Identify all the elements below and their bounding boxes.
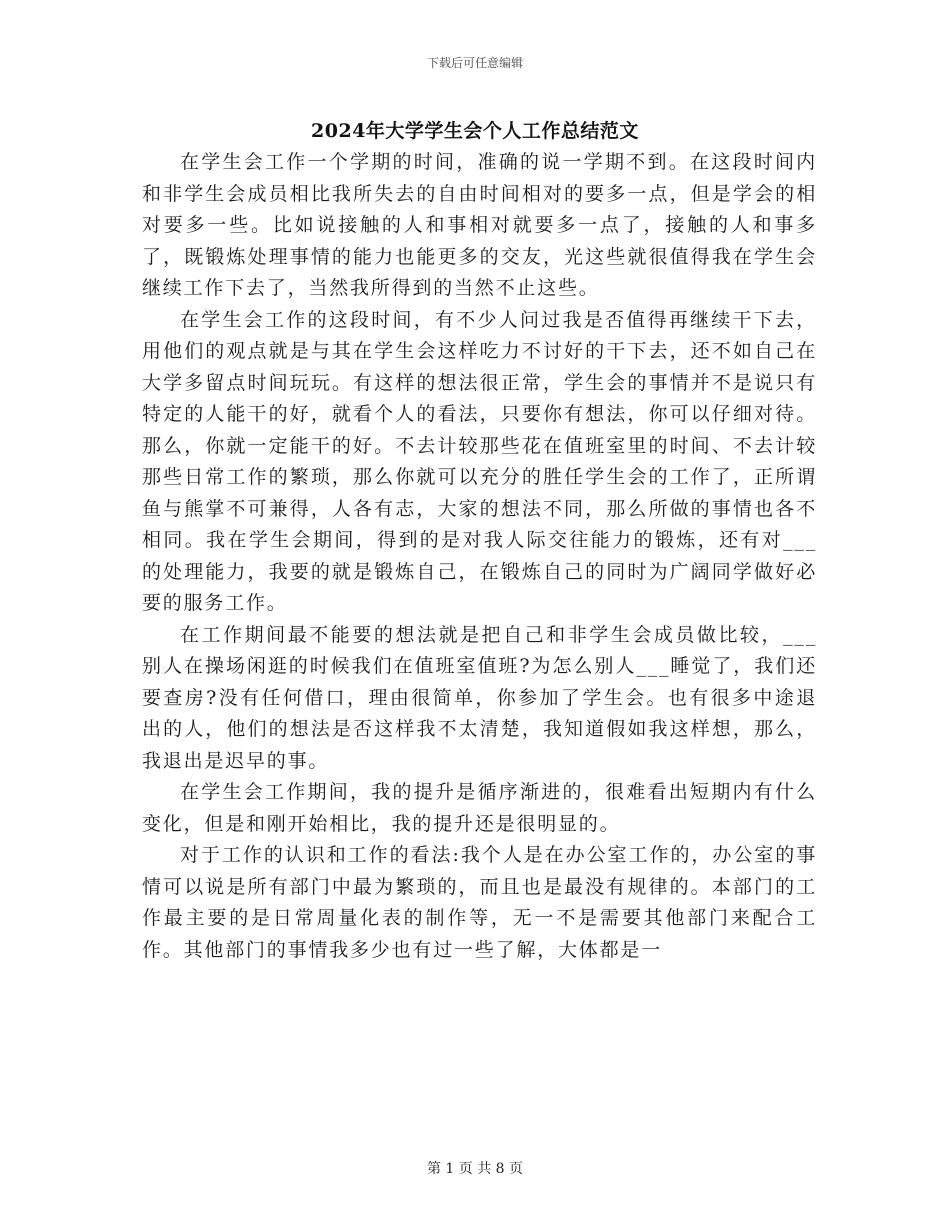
- document-title: 2024年大学学生会个人工作总结范文: [311, 120, 639, 142]
- paragraph-2: 在学生会工作的这段时间，有不少人问过我是否值得再继续干下去，用他们的观点就是与其在学生会这样吃力不讨好的干下去，还不如自己在大学多留点时间玩玩。有这样的想法很正常，学生会的事情并不是说只有特定的人能干的好，就看个人的看法，只要你有想法，你可以仔细对待。那么，你就一定能干的好。不去计较那些花在值班室里的时间、不去计较那些日常工作的繁琐，那么你就可以充分的胜任学生会的工作了，正所谓鱼与熊掌不可兼得，人各有志，大家的想法不同，那么所做的事情也各不相同。我在学生会期间，得到的是对我人际交往能力的锻炼，还有对___的处理能力，我要的就是锻炼自己，在锻炼自己的同时为广阔同学做好必要的服务工作。: [142, 308, 817, 614]
- page-header-note: 下载后可任意编辑: [426, 56, 523, 70]
- paragraph-1: 在学生会工作一个学期的时间，准确的说一学期不到。在这段时间内和非学生会成员相比我所失去的自由时间相对的要多一点，但是学会的相对要多一些。比如说接触的人和事相对就要多一点了，接触的人和事多了，既锻炼处理事情的能力也能更多的交友，光这些就很值得我在学生会继续工作下去了，当然我所得到的当然不止这些。: [142, 151, 817, 299]
- page-number: 第 1 页 共 8 页: [426, 1161, 524, 1177]
- paragraph-5: 对于工作的认识和工作的看法:我个人是在办公室工作的，办公室的事情可以说是所有部门中最为繁琐的，而且也是最没有规律的。本部门的工作最主要的是日常周量化表的制作等，无一不是需要其他部门来配合工作。其他部门的事情我多少也有过一些了解，大体都是一: [142, 844, 817, 961]
- paragraph-4: 在学生会工作期间，我的提升是循序渐进的，很难看出短期内有什么变化，但是和刚开始相比，我的提升还是很明显的。: [142, 781, 817, 835]
- paragraph-3: 在工作期间最不能要的想法就是把自己和非学生会成员做比较，___别人在操场闲逛的时候我们在值班室值班?为怎么别人___睡觉了，我们还要查房?没有任何借口，理由很简单，你参加了学生会。也有很多中途退出的人，他们的想法是否这样我不太清楚，我知道假如我这样想，那么，我退出是迟早的事。: [142, 623, 817, 772]
- document-body: [142, 147, 817, 966]
